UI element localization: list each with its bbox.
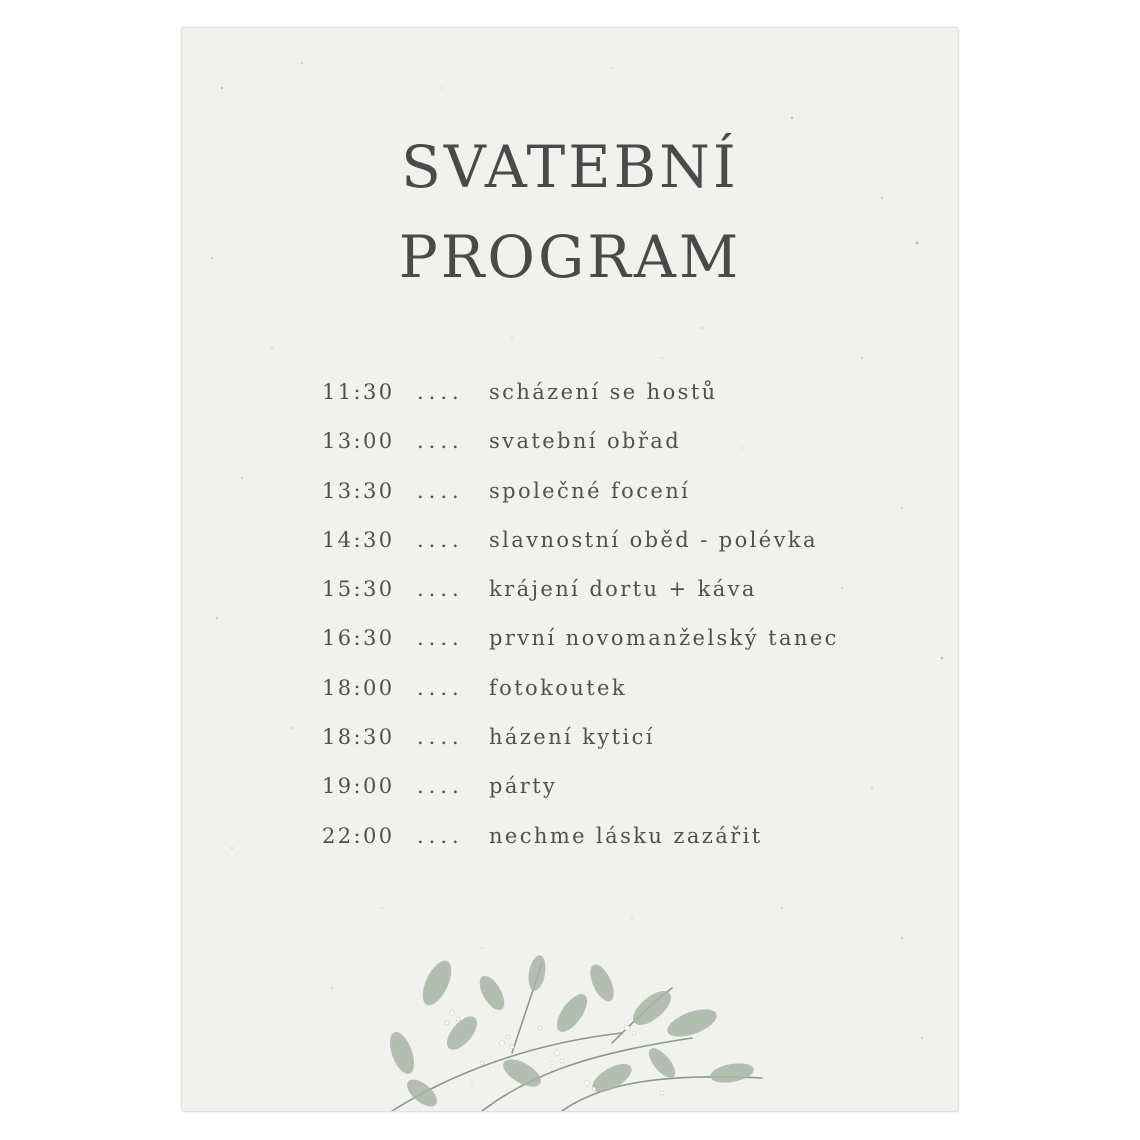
schedule-time: 13:00 xyxy=(322,429,395,454)
schedule-time: 18:00 xyxy=(322,675,395,700)
schedule-event: svatební obřad xyxy=(489,429,682,454)
schedule-time: 16:30 xyxy=(322,626,395,651)
schedule-dots: .... xyxy=(417,429,464,454)
schedule-dots: .... xyxy=(417,675,464,700)
schedule-dots: .... xyxy=(417,577,464,602)
schedule-time: 18:30 xyxy=(322,725,395,750)
schedule-dots: .... xyxy=(417,774,464,799)
schedule-row xyxy=(322,676,942,725)
schedule-event: slavnostní oběd - polévka xyxy=(489,527,818,552)
title-line-2: PROGRAM xyxy=(398,223,742,291)
schedule-time: 11:30 xyxy=(322,380,395,404)
schedule-dots: .... xyxy=(417,823,464,848)
schedule-row xyxy=(322,774,942,823)
schedule-row xyxy=(322,725,942,774)
schedule-event: párty xyxy=(489,774,558,799)
title-line-1: SVATEBNÍ xyxy=(401,133,739,201)
schedule-row xyxy=(322,528,942,577)
schedule-event: první novomanželský tanec xyxy=(489,626,839,651)
schedule-row xyxy=(322,824,942,873)
schedule-row xyxy=(322,429,942,478)
schedule-event: nechme lásku zazářit xyxy=(489,823,763,848)
program-card xyxy=(182,28,958,1111)
schedule-event: scházení se hostů xyxy=(489,380,718,404)
schedule-row xyxy=(322,626,942,675)
schedule-time: 15:30 xyxy=(322,577,395,602)
schedule-dots: .... xyxy=(417,725,464,750)
schedule-dots: .... xyxy=(417,478,464,503)
schedule-event: fotokoutek xyxy=(489,675,627,700)
schedule-row xyxy=(322,577,942,626)
schedule-dots: .... xyxy=(417,626,464,651)
schedule-list xyxy=(322,380,942,873)
schedule-time: 14:30 xyxy=(322,527,395,552)
schedule-time: 13:30 xyxy=(322,478,395,503)
schedule-dots: .... xyxy=(417,380,464,404)
schedule-row xyxy=(322,380,942,429)
eucalyptus-foliage-illustration xyxy=(362,933,792,1111)
schedule-time: 22:00 xyxy=(322,823,395,848)
schedule-dots: .... xyxy=(417,527,464,552)
schedule-time: 19:00 xyxy=(322,774,395,799)
schedule-event: házení kyticí xyxy=(489,725,655,750)
schedule-event: krájení dortu + káva xyxy=(489,577,757,602)
schedule-row xyxy=(322,479,942,528)
schedule-event: společné focení xyxy=(489,478,691,503)
